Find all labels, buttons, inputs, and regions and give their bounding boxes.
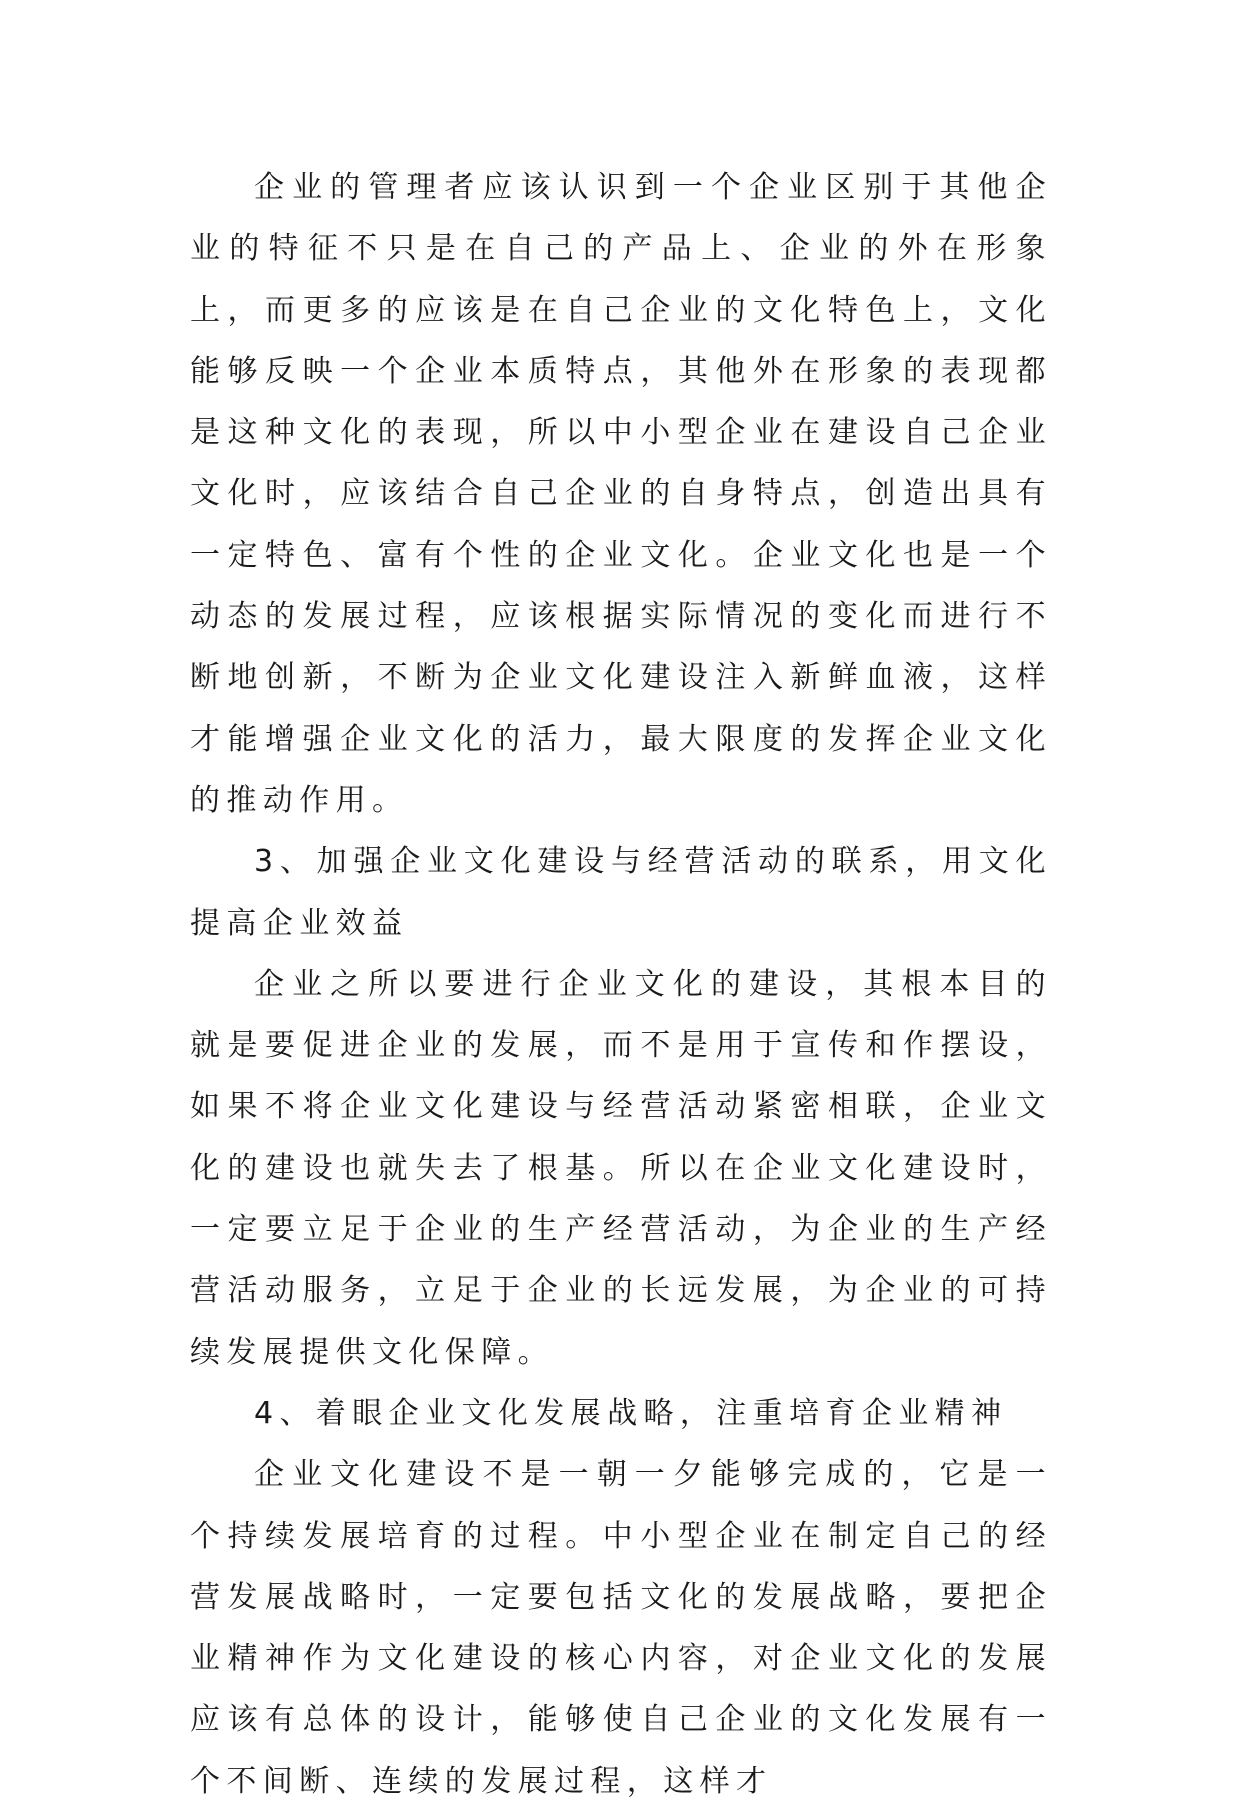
section-heading-3: 3、加强企业文化建设与经营活动的联系，用文化提高企业效益 <box>190 844 1052 941</box>
body-paragraph: 企业的管理者应该认识到一个企业区别于其他企业的特征不只是在自己的产品上、企业的外在形象上，而更多的应该是在自己企业的文化特色上，文化能够反映一个企业本质特点，其他外在形象的表现都是这种文化的表现，所以中小型企业在建设自己企业文化时，应该结合自己企业的自身特点，创造出具有一定特色、富有个性的企业文化。企业文化也是一个动态的发展过程，应该根据实际情况的变化而进行不断地创新，不断为企业文化建设注入新鲜血液，这样才能增强企业文化的活力，最大限度的发挥企业文化的推动作用。 <box>190 170 1052 818</box>
section-heading-4: 4、着眼企业文化发展战略，注重培育企业精神 <box>254 1395 1008 1431</box>
body-paragraph: 企业之所以要进行企业文化的建设，其根本目的就是要促进企业的发展，而不是用于宣传和作摆设，如果不将企业文化建设与经营活动紧密相联，企业文化的建设也就失去了根基。所以在企业文化建设时，一定要立足于企业的生产经营活动，为企业的生产经营活动服务，立足于企业的长远发展，为企业的可持续发展提供文化保障。 <box>190 966 1052 1370</box>
body-paragraph: 企业文化建设不是一朝一夕能够完成的，它是一个持续发展培育的过程。中小型企业在制定自己的经营发展战略时，一定要包括文化的发展战略，要把企业精神作为文化建设的核心内容，对企业文化的发展应该有总体的设计，能够使自己企业的文化发展有一个不间断、连续的发展过程，这样才 <box>190 1457 1052 1799</box>
document-body <box>190 157 1052 1812</box>
